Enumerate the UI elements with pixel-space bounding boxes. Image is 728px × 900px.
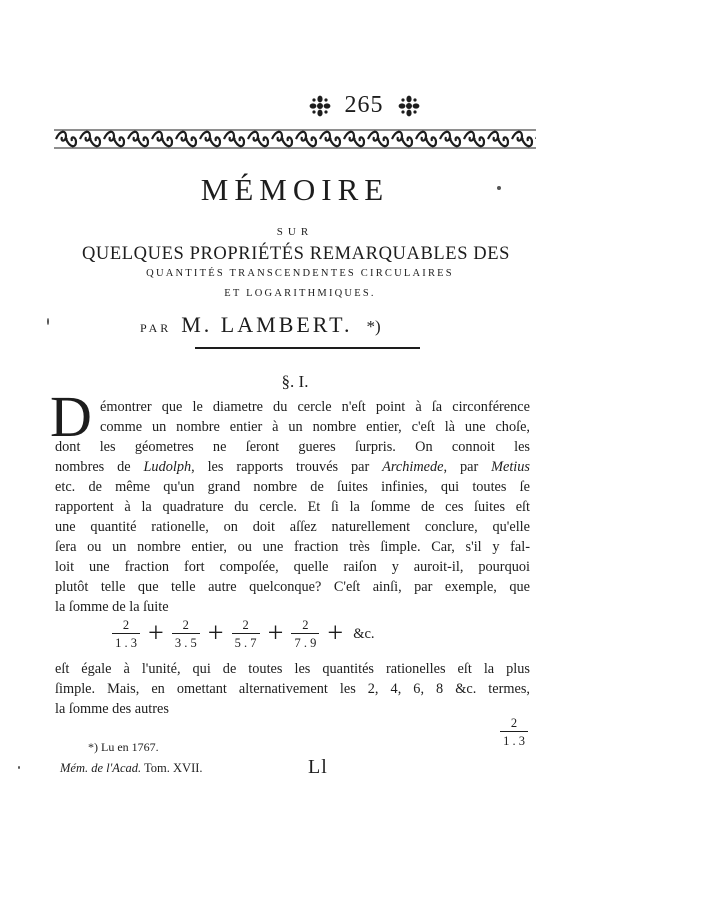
fraction-numerator: 2	[182, 617, 189, 632]
author-name: M. LAMBERT.	[181, 312, 353, 337]
fraction-term	[112, 618, 140, 650]
fraction-denominator: 7 . 9	[294, 636, 317, 651]
fraction-term	[172, 618, 200, 650]
paper-speck	[18, 766, 20, 769]
body-line: la ſomme de la ſuite	[55, 599, 169, 615]
fraction-denominator: 1 . 3	[503, 734, 525, 749]
plus-operator: +	[148, 618, 164, 649]
body-text: , les rapports trouvés par	[191, 459, 383, 475]
body-line: émontrer que le diametre du cercle n'eſt point à ſa circonférence	[100, 399, 530, 415]
body-line: plutôt telle que telle autre quelconque? C'eſt ainſi, par exemple, que	[55, 579, 530, 595]
body-line: rapportent à la quadrature du cercle. Et ſi la ſomme de ces ſuites eſt	[55, 499, 530, 515]
author-par: PAR	[140, 321, 172, 335]
fraction-denominator: 1 . 3	[115, 636, 137, 651]
fleuron-icon	[309, 95, 331, 117]
name-archimede: Archimede	[382, 459, 444, 475]
page-number: 265	[344, 92, 384, 118]
body-line: comme un nombre entier à un nombre entier, c'eſt là une choſe,	[100, 419, 530, 435]
paper-speck	[47, 318, 49, 325]
ornament-band	[54, 128, 536, 150]
body-text: nombres de	[55, 459, 144, 475]
fraction-denominator: 3 . 5	[174, 636, 197, 651]
subtitle-line-3: ET LOGARITHMIQUES.	[224, 288, 376, 299]
paper-speck	[497, 186, 501, 190]
fraction-term	[232, 618, 260, 650]
fraction-denominator: 5 . 7	[234, 636, 257, 651]
plus-operator: +	[327, 618, 344, 649]
imprint-volume: Tom. XVII.	[141, 761, 203, 775]
drop-cap: D	[50, 384, 92, 449]
footnote: *) Lu en 1767.	[88, 740, 159, 754]
section-heading: §. I.	[281, 372, 309, 391]
page-header	[0, 92, 728, 119]
plus-operator: +	[207, 618, 224, 649]
body-line: ſimple. Mais, en omettant alternativement les 2, 4, 6, 8 &c. termes,	[55, 681, 530, 697]
page-title: MÉMOIRE	[200, 172, 390, 207]
body-line: la ſomme des autres	[55, 701, 169, 717]
plus-operator: +	[267, 618, 284, 649]
name-metius: Metius	[491, 459, 530, 475]
name-ludolph: Ludolph	[143, 459, 192, 475]
title-sur: SUR	[276, 226, 314, 238]
body-line: une quantité rationelle, on doit aſſez naturellement conclure, qu'elle	[55, 519, 530, 535]
author-line	[140, 312, 470, 338]
subtitle-line-2: QUANTITÉS TRANSCENDENTES CIRCULAIRES	[146, 268, 454, 279]
body-line: etc. de même qu'un grand nombre de ſuites infinies, qui toutes ſe	[55, 479, 530, 495]
title-rule	[195, 347, 420, 349]
footnote-mark: *)	[366, 317, 381, 336]
body-line: dont les géometres ne ſeront gueres ſurpris. On connoit les	[55, 439, 530, 455]
imprint-journal: Mém. de l'Acad.	[60, 761, 142, 775]
fraction-numerator: 2	[510, 716, 518, 730]
subtitle-line-1: QUELQUES PROPRIÉTÉS REMARQUABLES DES	[81, 244, 511, 264]
body-line: ſera ou un nombre entier, ou une fraction très ſimple. Car, s'il y fal-	[55, 539, 530, 555]
body-line	[55, 458, 530, 477]
body-line: loit une fraction fort compoſée, quelle raiſon y auroit-il, pourquoi	[55, 559, 530, 575]
fleuron-icon	[398, 95, 420, 117]
formula-etc: &c.	[353, 625, 375, 642]
fraction-numerator: 2	[242, 617, 249, 632]
body-line: eſt égale à l'unité, qui de toutes les quantités rationelles eſt la plus	[55, 661, 530, 677]
fraction-numerator: 2	[302, 617, 309, 632]
series-formula	[112, 612, 375, 656]
fraction-term	[291, 618, 319, 650]
fraction-numerator: 2	[122, 617, 130, 632]
signature-mark: Ll	[308, 756, 328, 778]
body-text: , par	[443, 459, 492, 475]
catchword-fraction	[500, 716, 528, 748]
imprint-line	[60, 761, 203, 776]
